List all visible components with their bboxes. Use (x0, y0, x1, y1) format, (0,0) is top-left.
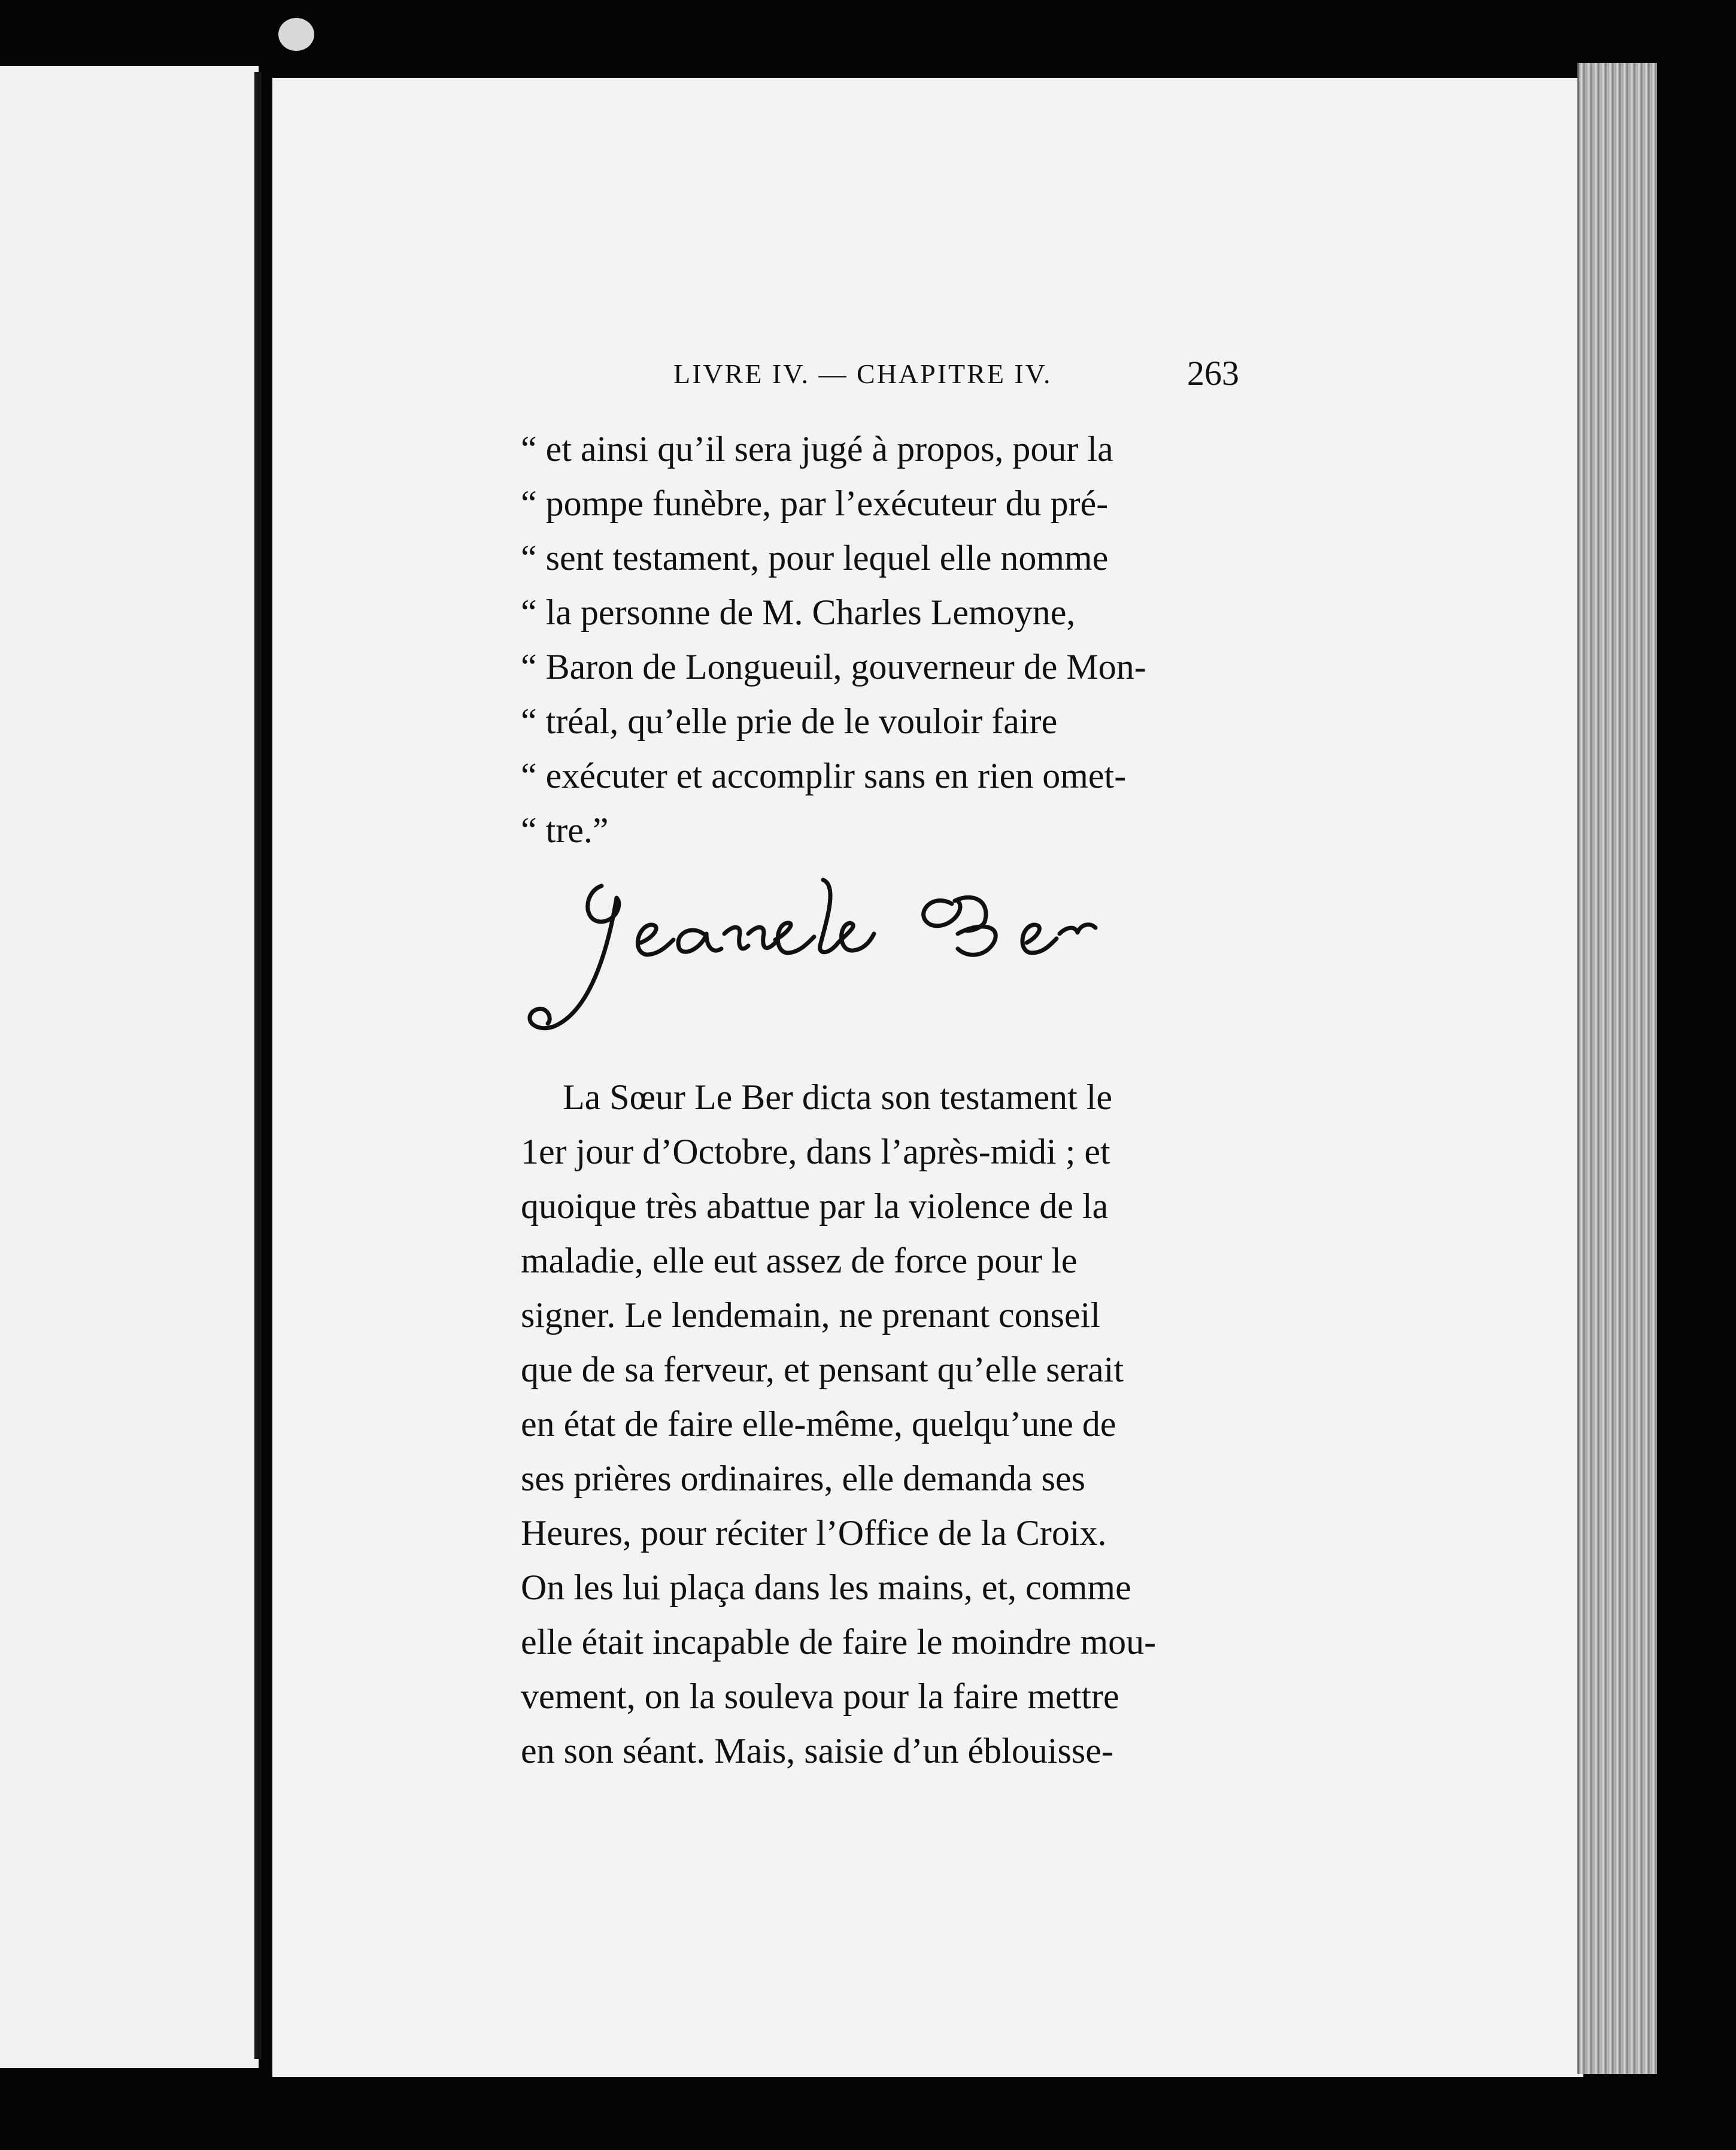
page-edges (1577, 63, 1657, 2074)
dust-speck (278, 18, 314, 51)
text-line: “ tréal, qu’elle prie de le vouloir faire (521, 702, 1058, 741)
running-title: LIVRE IV. — CHAPITRE IV. (673, 359, 1052, 389)
text-line: signer. Le lendemain, ne prenant conseil (521, 1295, 1100, 1335)
text-line: “ pompe funèbre, par l’exécuteur du pré- (521, 484, 1109, 523)
text-line: La Sœur Le Ber dicta son testament le (563, 1077, 1113, 1117)
text-line: quoique très abattue par la violence de la (521, 1186, 1109, 1226)
left-page (0, 66, 259, 2068)
running-head (673, 354, 1239, 406)
text-line: en son séant. Mais, saisie d’un éblouisse- (521, 1731, 1113, 1771)
text-line: 1er jour d’Octobre, dans l’après-midi ; et (521, 1132, 1110, 1171)
text-line: en état de faire elle-même, quelqu’une de (521, 1404, 1116, 1444)
text-line: “ Baron de Longueuil, gouverneur de Mon- (521, 647, 1146, 687)
text-line: que de sa ferveur, et pensant qu’elle serait (521, 1350, 1124, 1389)
text-line: maladie, elle eut assez de force pour le (521, 1241, 1078, 1280)
text-line: Heures, pour réciter l’Office de la Croix. (521, 1513, 1107, 1553)
handwritten-signature (512, 868, 1248, 1041)
text-line: vement, on la souleva pour la faire mettre (521, 1677, 1119, 1716)
text-line: elle était incapable de faire le moindre mou- (521, 1622, 1157, 1662)
signature-drawing (512, 868, 1248, 1041)
quoted-testament (521, 422, 1233, 858)
body-paragraph (521, 1070, 1233, 1778)
text-line: “ sent testament, pour lequel elle nomme (521, 538, 1109, 578)
text-line: “ tre.” (521, 810, 609, 850)
text-line: “ exécuter et accomplir sans en rien omet- (521, 756, 1127, 795)
text-line: On les lui plaça dans les mains, et, comme (521, 1568, 1131, 1607)
book-gutter (254, 72, 262, 2059)
text-line: ses prières ordinaires, elle demanda ses (521, 1459, 1085, 1498)
text-line: “ et ainsi qu’il sera jugé à propos, pour la (521, 429, 1113, 469)
page-number: 263 (1187, 354, 1239, 393)
text-line: “ la personne de M. Charles Lemoyne, (521, 593, 1076, 632)
